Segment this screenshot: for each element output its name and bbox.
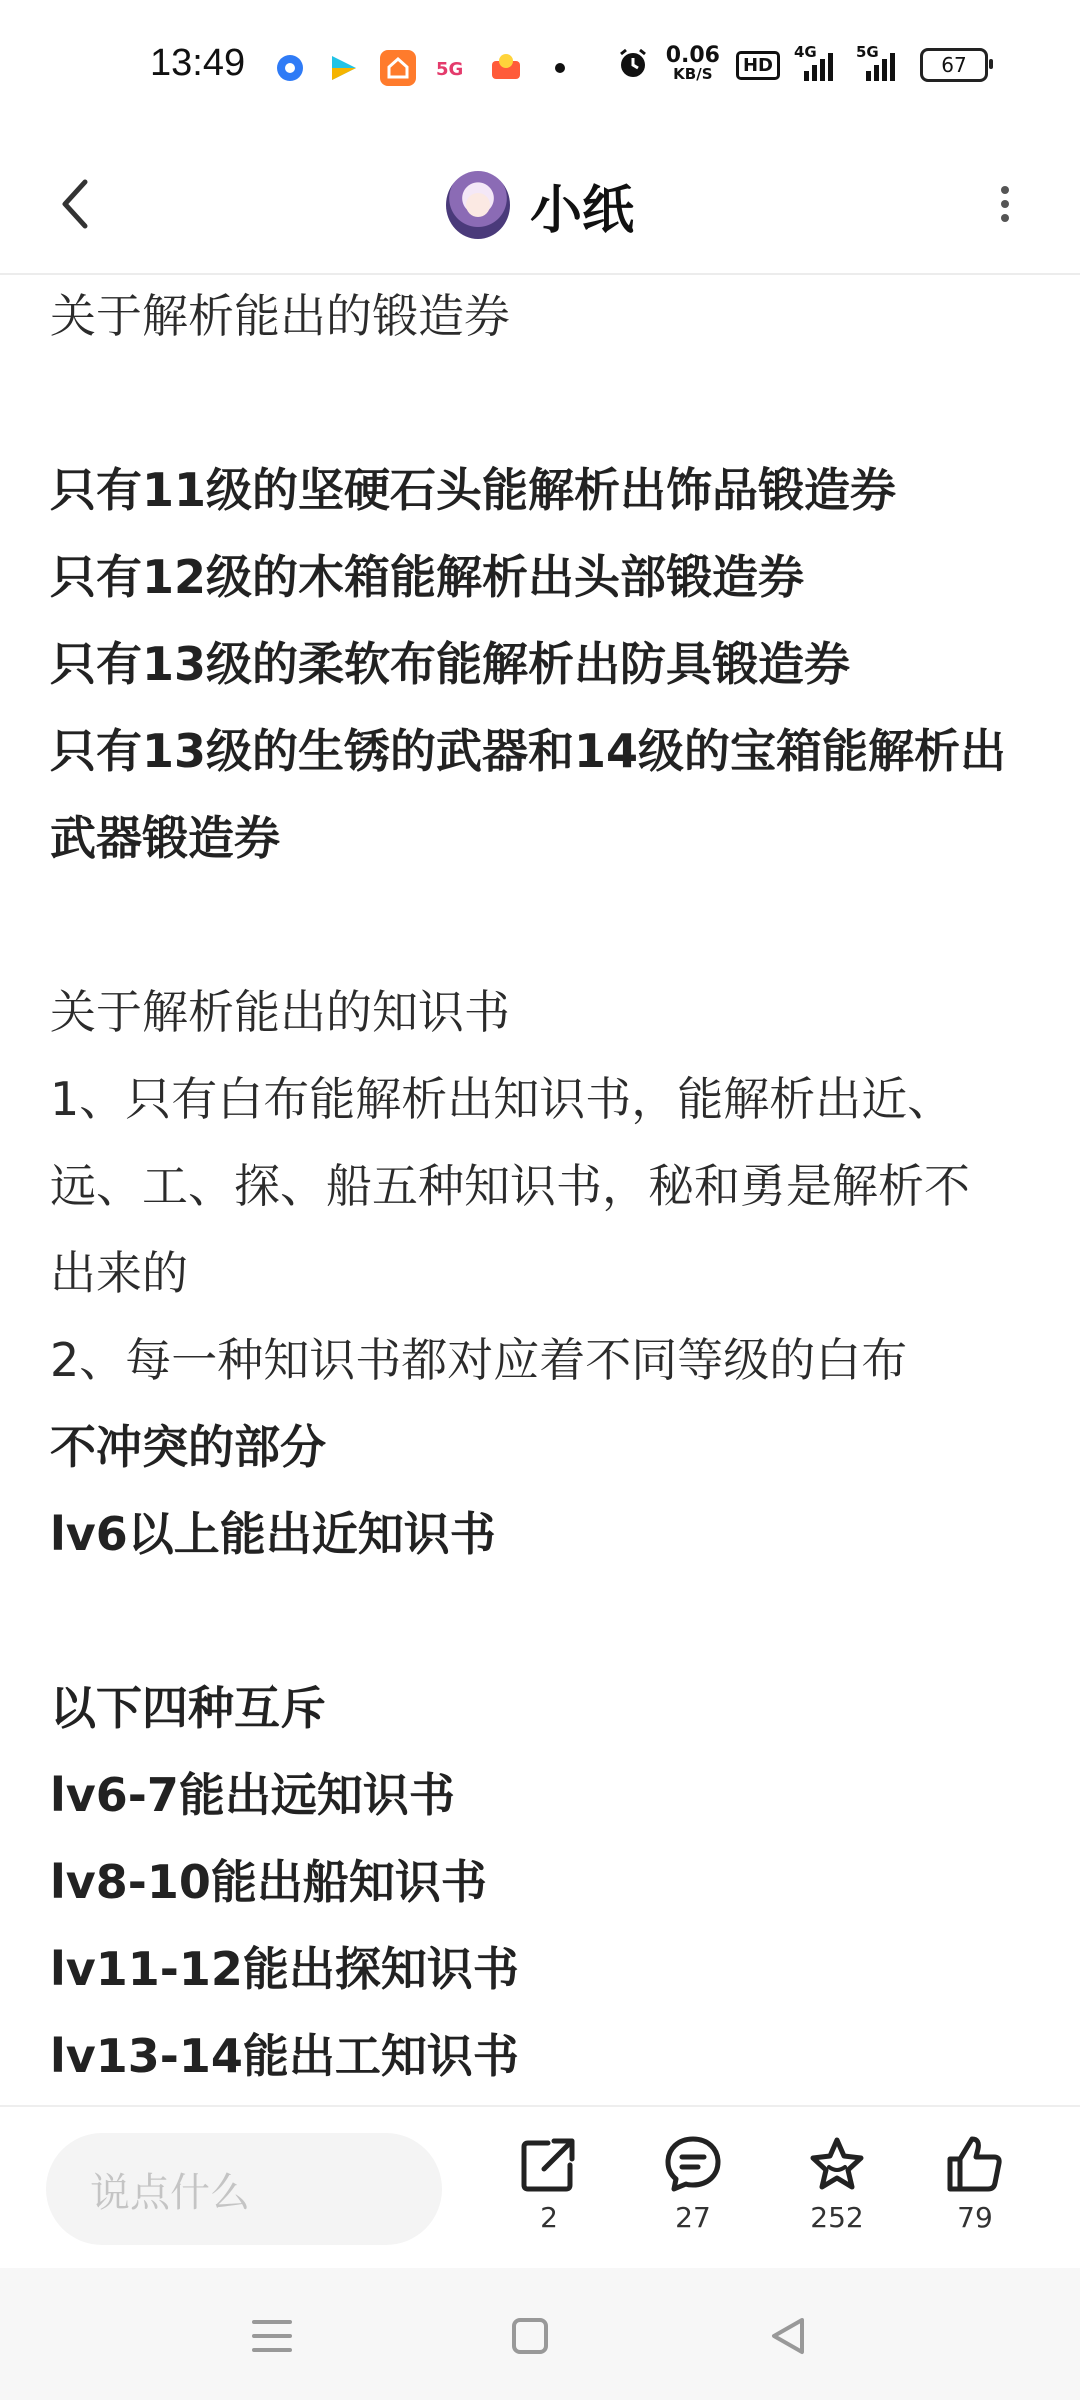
menu-icon bbox=[250, 2316, 294, 2356]
article-line: 只有12级的木箱能解析出头部锻造券 bbox=[50, 550, 805, 604]
article-line: 只有11级的坚硬石头能解析出饰品锻造券 bbox=[50, 463, 897, 517]
alarm-icon bbox=[616, 46, 650, 84]
recent-apps-button[interactable] bbox=[242, 2306, 302, 2366]
article-line: lv8-10能出船知识书 bbox=[50, 1855, 487, 1909]
more-notifications-dot-icon bbox=[542, 50, 578, 86]
net-speed-unit: KB/S bbox=[673, 65, 713, 83]
status-right bbox=[616, 43, 988, 84]
page-title: 小纸 bbox=[529, 180, 634, 241]
article-line: 2、每一种知识书都对应着不同等级的白布 bbox=[50, 1333, 908, 1387]
home-app-icon bbox=[380, 50, 416, 86]
shop-app-icon bbox=[488, 50, 524, 86]
home-button[interactable] bbox=[500, 2306, 560, 2366]
share-icon bbox=[520, 2135, 578, 2193]
comment-count: 27 bbox=[675, 2201, 711, 2234]
hd-badge: HD bbox=[736, 51, 780, 80]
favorite-count: 252 bbox=[810, 2201, 864, 2234]
battery-indicator: 67 bbox=[920, 48, 988, 82]
article-line: lv6-7能出远知识书 bbox=[50, 1768, 455, 1822]
signal-5g-icon bbox=[856, 43, 904, 81]
article-line: 武器锻造券 bbox=[50, 811, 280, 865]
comment-placeholder: 说点什么 bbox=[90, 2169, 250, 2216]
5g-app-icon bbox=[434, 50, 470, 86]
article-line: 远、工、探、船五种知识书，秘和勇是解析不 bbox=[50, 1159, 970, 1213]
article-line: 1、只有白布能解析出知识书，能解析出近、 bbox=[50, 1072, 954, 1126]
header-bar bbox=[0, 135, 1080, 275]
article-line: 出来的 bbox=[50, 1246, 188, 1300]
status-bar bbox=[0, 0, 1080, 135]
article-line: 只有13级的生锈的武器和14级的宝箱能解析出 bbox=[50, 724, 1007, 778]
signal-4g-label: 4G bbox=[794, 43, 817, 61]
share-button[interactable] bbox=[494, 2135, 604, 2234]
blank-line bbox=[50, 1578, 1040, 1665]
article-line: 关于解析能出的锻造券 bbox=[50, 289, 510, 343]
share-count: 2 bbox=[540, 2201, 558, 2234]
signal-5g-label: 5G bbox=[856, 43, 879, 61]
net-speed-value: 0.06 bbox=[665, 43, 720, 68]
comment-input[interactable] bbox=[46, 2133, 442, 2245]
like-count: 79 bbox=[957, 2201, 993, 2234]
star-icon bbox=[807, 2135, 867, 2193]
video-app-icon bbox=[326, 50, 362, 86]
signal-4g-icon bbox=[794, 43, 842, 81]
thumbs-up-icon bbox=[946, 2135, 1004, 2193]
more-vertical-icon bbox=[999, 184, 1011, 224]
article-line: lv6以上能出近知识书 bbox=[50, 1507, 496, 1561]
like-button[interactable] bbox=[920, 2135, 1030, 2234]
svg-text:5G: 5G bbox=[436, 59, 464, 80]
article-line: lv11-12能出探知识书 bbox=[50, 1942, 519, 1996]
avatar[interactable] bbox=[446, 171, 510, 239]
article-line: 关于解析能出的知识书 bbox=[50, 985, 510, 1039]
system-back-button[interactable] bbox=[758, 2306, 818, 2366]
article-body bbox=[50, 273, 1040, 2103]
network-speed bbox=[665, 43, 720, 83]
app-notification-icon bbox=[272, 50, 308, 86]
comment-icon bbox=[664, 2135, 722, 2193]
article-line: lv13-14能出工知识书 bbox=[50, 2029, 519, 2083]
triangle-back-icon bbox=[768, 2316, 808, 2356]
bottom-action-bar bbox=[0, 2105, 1080, 2269]
blank-line bbox=[50, 360, 1040, 447]
article-line: 以下四种互斥 bbox=[50, 1681, 326, 1735]
square-icon bbox=[510, 2316, 550, 2356]
author-info[interactable] bbox=[0, 155, 1080, 255]
blank-line bbox=[50, 882, 1040, 969]
article-line: 不冲突的部分 bbox=[50, 1420, 326, 1474]
system-navigation-bar bbox=[0, 2268, 1080, 2400]
status-time: 13:49 bbox=[150, 42, 246, 84]
article-line: 只有13级的柔软布能解析出防具锻造券 bbox=[50, 637, 851, 691]
favorite-button[interactable] bbox=[782, 2135, 892, 2234]
more-options-button[interactable] bbox=[970, 169, 1040, 239]
notification-icons bbox=[272, 50, 578, 86]
comment-button[interactable] bbox=[638, 2135, 748, 2234]
